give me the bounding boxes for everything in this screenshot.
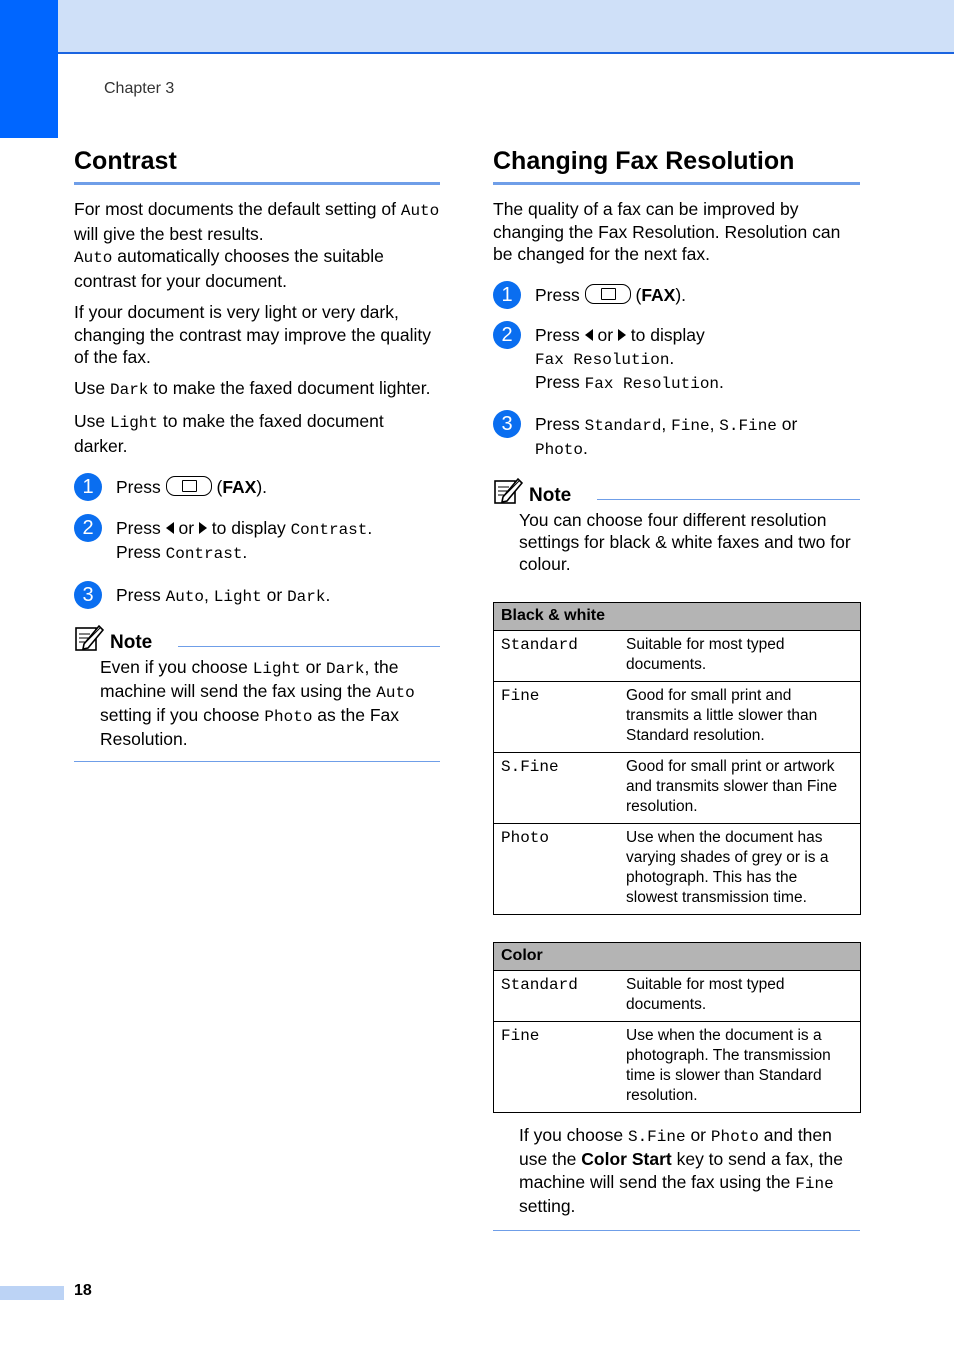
note-text: If you choose S.Fine or Photo and then use the Color Start key to send a fax, the machine will send the fax using the Fine setting. bbox=[519, 1124, 843, 1216]
table-row bbox=[494, 630, 861, 681]
note-rule bbox=[597, 499, 860, 500]
table-row bbox=[494, 970, 861, 1021]
page-number-bar bbox=[0, 1286, 64, 1300]
fax-key-icon bbox=[166, 476, 212, 496]
step-number: 1 bbox=[74, 473, 102, 501]
note-title: Note bbox=[110, 632, 153, 653]
page-number: 18 bbox=[74, 1282, 92, 1299]
note-header bbox=[493, 475, 860, 509]
table-header: Color bbox=[494, 942, 861, 970]
step-number: 2 bbox=[493, 321, 521, 349]
step-1: 1 Press (FAX). bbox=[493, 284, 860, 307]
note-box bbox=[74, 622, 440, 762]
right-arrow-icon bbox=[618, 329, 626, 341]
step-number: 1 bbox=[493, 281, 521, 309]
note-text: You can choose four different resolution settings for black & white faxes and two for colour. bbox=[519, 509, 851, 574]
left-arrow-icon bbox=[166, 522, 174, 534]
fax-key-icon bbox=[585, 284, 631, 304]
table-row bbox=[494, 1021, 861, 1112]
setting-description: Use when the document has varying shades of grey or is a photograph. This has the slowest transmission time. bbox=[619, 823, 861, 914]
note-pencil-icon bbox=[74, 622, 104, 652]
setting-name: Fine bbox=[494, 1021, 620, 1112]
setting-description: Suitable for most typed documents. bbox=[619, 630, 861, 681]
paragraph: Use Light to make the faxed document darker. bbox=[74, 411, 384, 456]
note-rule bbox=[178, 646, 440, 647]
step-number: 2 bbox=[74, 514, 102, 542]
note-title: Note bbox=[529, 484, 572, 506]
setting-name: Standard bbox=[494, 630, 620, 681]
table-row bbox=[494, 681, 861, 752]
contrast-section bbox=[74, 146, 440, 762]
paragraph: The quality of a fax can be improved by changing the Fax Resolution. Resolution can be changed for the next fax. bbox=[493, 199, 841, 264]
paragraph: If your document is very light or very dark, changing the contrast may improve the quality of the fax. bbox=[74, 302, 431, 367]
setting-description: Good for small print and transmits a little slower than Standard resolution. bbox=[619, 681, 861, 752]
table-row bbox=[494, 823, 861, 914]
setting-name: S.Fine bbox=[494, 752, 620, 823]
black-white-table bbox=[493, 602, 861, 915]
section-title: Contrast bbox=[74, 146, 440, 185]
section-title: Changing Fax Resolution bbox=[493, 146, 860, 185]
step-2: 2 Press or to display Fax Resolution. Press Fax Resolution. bbox=[493, 324, 860, 396]
setting-name: Fine bbox=[494, 681, 620, 752]
header-band bbox=[0, 0, 954, 54]
right-arrow-icon bbox=[199, 522, 207, 534]
setting-description: Use when the document is a photograph. The transmission time is slower than Standard resolution. bbox=[619, 1021, 861, 1112]
note-continuation bbox=[493, 1124, 860, 1231]
step-number: 3 bbox=[74, 581, 102, 609]
chapter-tab bbox=[0, 0, 58, 138]
setting-description: Suitable for most typed documents. bbox=[619, 970, 861, 1021]
note-text: Even if you choose Light or Dark, the machine will send the fax using the Auto setting if you choose Photo as the Fax Resolution. bbox=[100, 657, 415, 749]
note-pencil-icon bbox=[493, 475, 523, 505]
fax-resolution-section bbox=[493, 146, 860, 1231]
step-3: 3 Press Standard, Fine, S.Fine or Photo. bbox=[493, 413, 860, 462]
step-1: 1 Press (FAX). bbox=[74, 476, 440, 499]
step-number: 3 bbox=[493, 410, 521, 438]
table-header: Black & white bbox=[494, 602, 861, 630]
table-row bbox=[494, 752, 861, 823]
step-3: 3 Press Auto, Light or Dark. bbox=[74, 584, 440, 609]
paragraph: For most documents the default setting of Auto will give the best results. Auto automatically chooses the suitable contrast for your document. bbox=[74, 199, 440, 291]
note-header bbox=[74, 622, 440, 656]
chapter-label: Chapter 3 bbox=[104, 80, 175, 97]
setting-description: Good for small print or artwork and transmits slower than Fine resolution. bbox=[619, 752, 861, 823]
setting-name: Photo bbox=[494, 823, 620, 914]
left-arrow-icon bbox=[585, 329, 593, 341]
setting-name: Standard bbox=[494, 970, 620, 1021]
step-2: 2 Press or to display Contrast. Press Contrast. bbox=[74, 517, 440, 566]
paragraph: Use Dark to make the faxed document lighter. bbox=[74, 377, 431, 399]
note-box bbox=[493, 475, 860, 575]
color-table bbox=[493, 942, 861, 1113]
